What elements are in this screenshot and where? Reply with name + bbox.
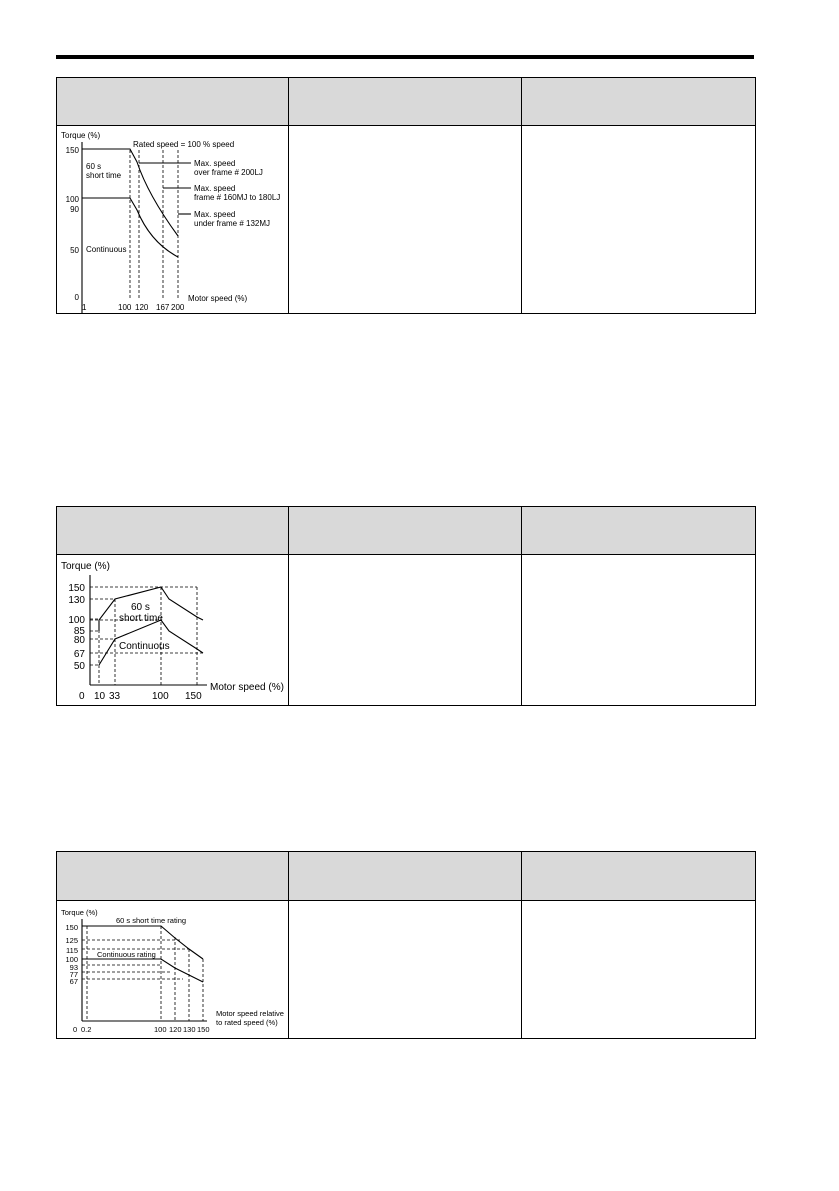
chart-3-xtick-label: 150 [197, 1025, 210, 1034]
chart-1-xtick-label: 100 [118, 303, 132, 312]
table-2-header-cell-3 [522, 507, 756, 555]
chart-1-ytick-label: 150 [65, 146, 79, 155]
chart-2 [57, 555, 287, 705]
chart-1-xtick-label: 1 [82, 303, 87, 312]
table-1-cell-3 [522, 126, 756, 314]
chart-1 [57, 126, 287, 313]
table-3-cell-3 [522, 901, 756, 1039]
table-3-figure-cell [57, 901, 289, 1039]
chart-2-xtick-label: 150 [185, 691, 202, 702]
table-2-cell-2 [289, 555, 522, 706]
chart-1-max132-label-1: Max. speed [194, 210, 236, 219]
chart-2-xlabel: Motor speed (%) [210, 682, 284, 693]
chart-3-series-continuous [82, 959, 203, 982]
table-2-header-cell-1 [57, 507, 289, 555]
chart-3-ytick-label: 77 [69, 970, 78, 979]
chart-3-ylabel: Torque (%) [61, 908, 98, 917]
chart-3-xtick-label: 120 [169, 1025, 182, 1034]
chart-1-continuous-label: Continuous [86, 245, 127, 254]
chart-3-ytick-label: 125 [65, 936, 78, 945]
chart-1-ytick-label: 90 [70, 205, 79, 214]
table-3-header-cell-3 [522, 852, 756, 901]
table-1 [56, 77, 756, 314]
chart-2-continuous-label: Continuous [119, 641, 170, 652]
chart-2-ytick-label: 85 [73, 626, 85, 637]
header-rule [56, 55, 754, 59]
table-2-cell-3 [522, 555, 756, 706]
chart-3-xlabel-2: to rated speed (%) [216, 1018, 278, 1027]
table-3-header-cell-2 [289, 852, 522, 901]
chart-3 [57, 901, 287, 1038]
chart-2-ylabel: Torque (%) [61, 561, 110, 572]
chart-1-xtick-label: 120 [135, 303, 149, 312]
table-2-figure-cell [57, 555, 289, 706]
chart-3-ytick-label: 67 [69, 977, 78, 986]
chart-3-continuous-label: Continuous rating [97, 950, 156, 959]
chart-1-ytick-label: 0 [74, 293, 79, 302]
chart-3-xtick-label: 130 [183, 1025, 196, 1034]
table-1-header-cell-2 [289, 78, 522, 126]
chart-3-ytick-label: 93 [69, 963, 78, 972]
chart-2-ytick-label: 67 [73, 649, 85, 660]
chart-2-short-label-1: 60 s [131, 602, 150, 613]
chart-1-short-label-2: short time [86, 171, 122, 180]
chart-1-max160-label-1: Max. speed [194, 184, 236, 193]
chart-2-xtick-label: 0 [79, 691, 85, 702]
chart-1-short-label-1: 60 s [86, 162, 102, 171]
table-2 [56, 506, 756, 706]
chart-1-xtick-label: 200 [171, 303, 185, 312]
chart-1-ytick-label: 50 [70, 246, 79, 255]
chart-2-ytick-label: 50 [73, 661, 85, 672]
chart-1-xlabel: Motor speed (%) [188, 294, 248, 303]
chart-1-max160-label-2: frame # 160MJ to 180LJ [194, 193, 281, 202]
chart-2-xtick-label: 100 [152, 691, 169, 702]
chart-2-ytick-label: 130 [68, 595, 85, 606]
table-1-cell-2 [289, 126, 522, 314]
chart-3-ytick-label: 115 [66, 946, 78, 955]
chart-3-xtick-label: 0 [73, 1025, 78, 1034]
chart-2-ytick-label: 150 [68, 583, 85, 594]
table-3-cell-2 [289, 901, 522, 1039]
chart-2-xtick-label: 10 [94, 691, 106, 702]
chart-2-ytick-label: 100 [68, 615, 85, 626]
chart-3-ytick-label: 100 [65, 955, 78, 964]
chart-2-short-label-2: short time [119, 613, 163, 624]
chart-1-max200-label-2: over frame # 200LJ [194, 168, 263, 177]
chart-3-short-label: 60 s short time rating [116, 916, 187, 925]
table-3 [56, 851, 756, 1039]
chart-2-xtick-label: 33 [109, 691, 121, 702]
chart-2-ytick-label: 80 [73, 635, 85, 646]
chart-3-ytick-label: 150 [65, 923, 78, 932]
chart-3-xtick-label: 100 [154, 1025, 167, 1034]
table-1-header-cell-3 [522, 78, 756, 126]
chart-1-max200-label-1: Max. speed [194, 159, 236, 168]
chart-3-xlabel-1: Motor speed relative [216, 1009, 284, 1018]
chart-1-ytick-label: 100 [65, 195, 79, 204]
chart-1-max132-label-2: under frame # 132MJ [194, 219, 271, 228]
chart-1-rated-note: Rated speed = 100 % speed [133, 140, 235, 149]
table-3-header-cell-1 [57, 852, 289, 901]
chart-1-xtick-label: 167 [156, 303, 170, 312]
table-1-header-cell-1 [57, 78, 289, 126]
table-1-figure-cell [57, 126, 289, 314]
chart-3-xtick-label: 0.2 [81, 1025, 92, 1034]
table-2-header-cell-2 [289, 507, 522, 555]
chart-1-ylabel: Torque (%) [61, 131, 101, 140]
